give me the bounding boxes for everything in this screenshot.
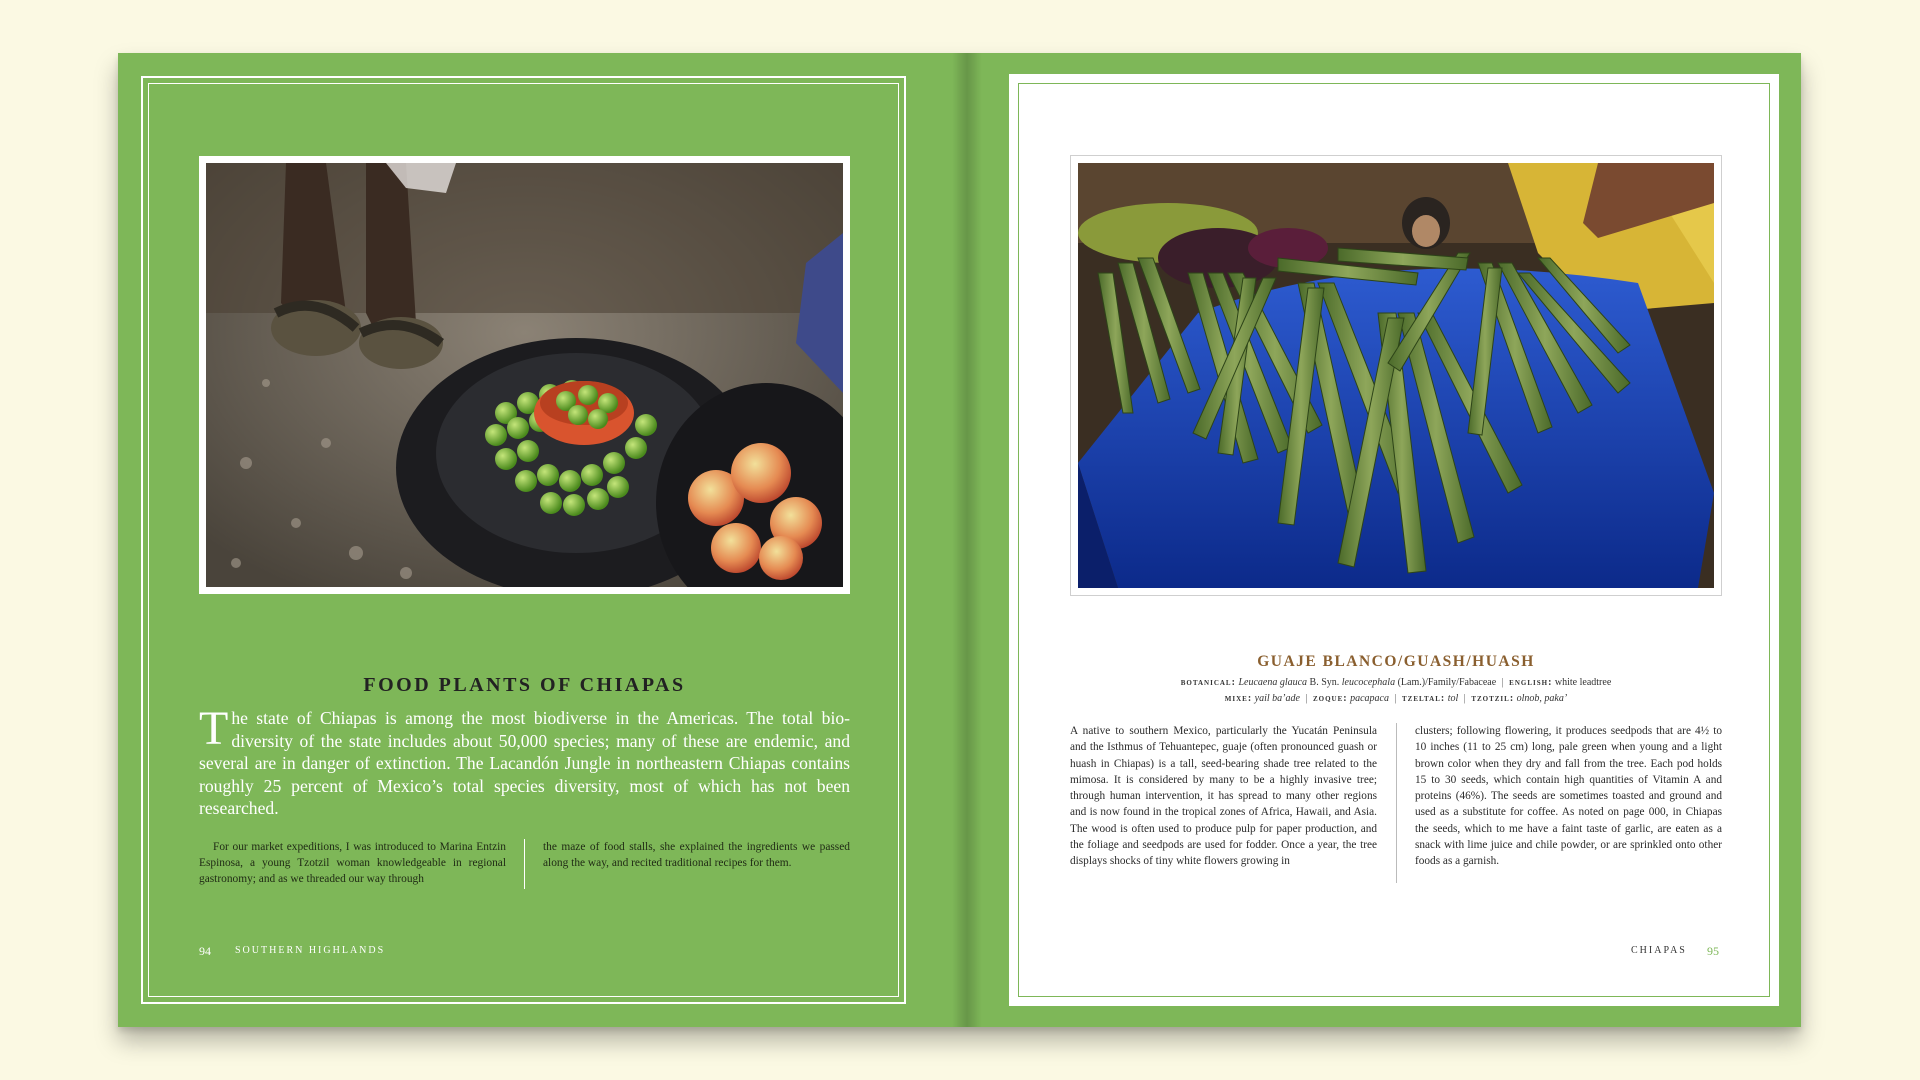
- separator: |: [1501, 677, 1504, 688]
- right-body-columns: [1070, 723, 1722, 883]
- lead-text: he state of Chiapas is among the most biodiverse in the Americas. The total bio-diversity of the state includes about 50,000 species; many of these are endemic, and several are in danger of extinction. The Lacandón Jungle in northeastern Chiapas contains roughly 25 percent of Mexico’s total species diversity, most of which has not been researched.: [199, 708, 850, 819]
- separator: |: [1394, 693, 1397, 704]
- entry-title: GUAJE BLANCO/GUASH/HUASH: [1257, 653, 1535, 670]
- column-divider: [524, 839, 525, 889]
- english-label: english:: [1509, 677, 1553, 688]
- botanical-names-line-2: [1070, 693, 1722, 704]
- left-body-column-2: the maze of food stalls, she explained the ingredients we passed along the way, and recited traditional recipes for them.: [543, 841, 850, 870]
- left-page-number: 94: [199, 944, 211, 958]
- tzotzil-value: olnob, paka’: [1516, 693, 1568, 704]
- left-body-column-1: For our market expeditions, I was introduced to Marina Entzin Espinosa, a young Tzotzil woman knowledgeable in regional gastronomy; and as we threaded our way through: [199, 841, 506, 886]
- section-title: FOOD PLANTS OF CHIAPAS: [363, 674, 686, 696]
- tzeltal-value: tol: [1447, 693, 1459, 704]
- tzeltal-label: tzeltal:: [1401, 693, 1446, 704]
- right-page-number: 95: [1707, 944, 1719, 958]
- english-value: white leadtree: [1552, 677, 1612, 688]
- botanical-synonym: leucocephala: [1341, 677, 1396, 688]
- zoque-value: pacapaca: [1350, 693, 1389, 704]
- left-body-columns: [199, 839, 850, 891]
- tzotzil-label: tzotzil:: [1471, 693, 1515, 704]
- book-gutter: [952, 53, 982, 1027]
- botanical-rest: B. Syn.: [1307, 677, 1342, 688]
- zoque-label: zoque:: [1312, 693, 1348, 704]
- mixe-value: yail ba’ade: [1254, 693, 1300, 704]
- separator: |: [1305, 693, 1308, 704]
- lead-paragraph: [199, 702, 850, 820]
- botanical-label: botanical:: [1180, 677, 1236, 688]
- mixe-label: mixe:: [1224, 693, 1253, 704]
- right-body-column-1: A native to southern Mexico, particularly the Yucatán Peninsula and the Isthmus of Tehuantepec, guaje (often pronounced guash or huash in Chiapas) is a tall, seed-bearing shade tree related to the mimosa. It is considered by many to be a highly invasive tree; through human intervention, it has spread to many other regions and is now found in the tropical zones of Africa, Hawaii, and Asia. The wood is often used to produce pulp for paper production, and the foliage and seedpods are used for fodder. Once a year, the tree displays shocks of tiny white flowers growing in: [1070, 725, 1377, 868]
- market-limes-image: [206, 163, 843, 587]
- right-body-column-2: clusters; following flowering, it produces seedpods that are 4½ to 10 inches (11 to 25 cm) long, pale green when young and a light brown color when they dry and fall from the tree. Each pod holds 15 to 30 seeds, which contain high quantities of Vitamin A and proteins (46%). The seeds are sometimes toasted and ground and used as a substitute for coffee. As noted on page 000, in Chiapas the seeds, which to me have a faint taste of garlic, are eaten as a snack with lime juice and chile powder, or are sprinkled onto other foods as a garnish.: [1415, 725, 1722, 868]
- column-divider: [1396, 723, 1397, 883]
- botanical-names-line-1: [1070, 677, 1722, 688]
- separator: |: [1463, 693, 1466, 704]
- photo-guaje-pods: [1070, 155, 1722, 596]
- right-running-head: CHIAPAS: [1631, 945, 1687, 956]
- botanical-family: (Lam.)/Family/Fabaceae: [1395, 677, 1497, 688]
- photo-market-limes: [199, 156, 850, 594]
- drop-cap: T: [199, 702, 229, 755]
- guaje-pods-image: [1078, 163, 1714, 588]
- left-running-head: SOUTHERN HIGHLANDS: [235, 945, 386, 956]
- botanical-value: Leucaena glauca: [1238, 677, 1308, 688]
